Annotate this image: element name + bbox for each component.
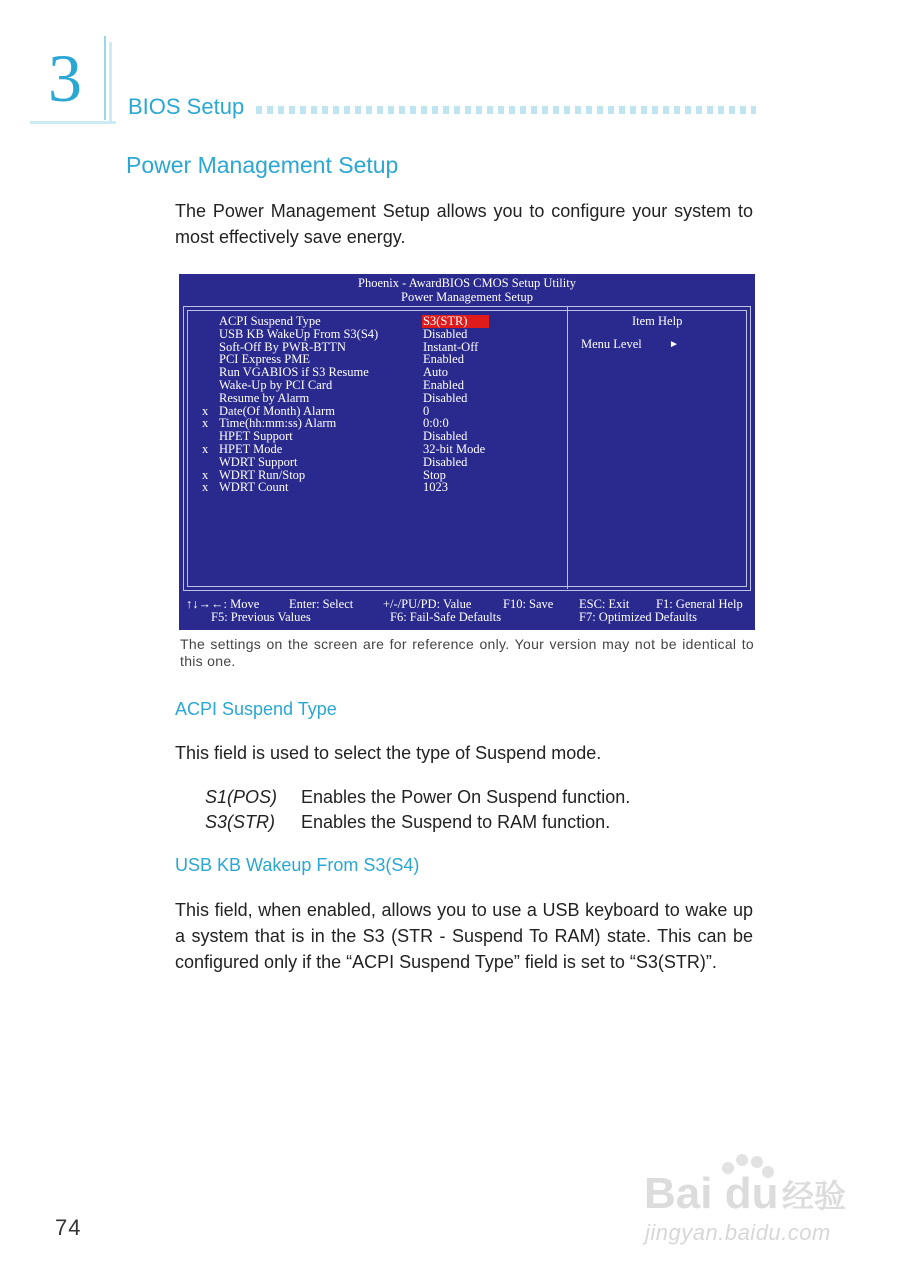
section-title: Power Management Setup [126,152,399,178]
setting-label: Wake-Up by PCI Card [219,377,333,392]
figure-caption: The settings on the screen are for reference only. Your version may not be identical to this one. [180,636,754,669]
option-description: Enables the Power On Suspend function. [301,787,631,807]
chapter-title: BIOS Setup [128,94,245,119]
watermark-url: jingyan.baidu.com [645,1220,831,1245]
intro-paragraph: The Power Management Setup allows you to configure your system to most effectively save energy. [175,201,753,247]
setting-label: PCI Express PME [219,352,310,367]
chapter-number: 3 [48,40,82,116]
key-value: +/-/PU/PD: Value [383,597,472,611]
usb-paragraph: This field, when enabled, allows you to use a USB keyboard to wake up a system that is in the S3 (STR - Suspend To RAM) state. This can be configured only if the “ACPI Suspend Type” field is set to “S3(STR)”. [175,900,753,972]
setting-value[interactable]: Disabled [423,326,468,341]
setting-label: ACPI Suspend Type [219,314,321,328]
setting-label: HPET Support [219,429,293,444]
bios-row-resume-by-alarm[interactable] [199,392,559,405]
setting-value[interactable]: Disabled [423,429,468,444]
disabled-marker: x [202,467,209,482]
bios-screen [179,274,755,630]
bios-header [179,276,755,304]
setting-label: USB KB WakeUp From S3(S4) [219,326,379,341]
menu-level-label: Menu Level [581,337,642,351]
setting-value: 32-bit Mode [423,441,486,456]
option-description: Enables the Suspend to RAM function. [301,812,611,832]
acpi-heading: ACPI Suspend Type [175,699,337,719]
setting-label: WDRT Run/Stop [219,467,306,482]
setting-value[interactable]: Disabled [423,454,468,469]
key-exit: ESC: Exit [579,597,630,611]
setting-value: 1023 [423,480,448,495]
setting-label: Time(hh:mm:ss) Alarm [219,416,337,431]
bios-row-usb-kb-wakeup[interactable] [199,328,559,341]
key-optimized: F7: Optimized Defaults [579,610,698,624]
setting-label: HPET Mode [219,441,283,456]
setting-value[interactable]: Enabled [423,377,464,392]
dotted-rule [256,106,756,114]
key-help: F1: General Help [656,597,743,611]
item-help-title: Item Help [632,314,683,328]
option-name: S3(STR) [205,812,276,832]
bios-row-wdrt-support[interactable] [199,456,559,469]
setting-label: Date(Of Month) Alarm [219,403,335,418]
disabled-marker: x [202,441,209,456]
acpi-paragraph: This field is used to select the type of Suspend mode. [175,743,602,763]
setting-value: Stop [423,467,446,482]
bios-row-acpi-suspend-type[interactable] [199,315,559,328]
bios-row-hpet-mode [199,443,559,456]
disabled-marker: x [202,480,209,495]
bios-divider [567,306,568,589]
watermark-chinese: 经验 [782,1178,847,1214]
bios-row-wdrt-count [199,481,559,494]
option-name: S1(POS) [205,787,278,807]
watermark-logo: Bai du [644,1169,779,1218]
key-enter: Enter: Select [289,597,354,611]
setting-value-selected[interactable]: S3(STR) [422,315,489,328]
key-failsafe: F6: Fail-Safe Defaults [390,610,502,624]
setting-value[interactable]: Instant-Off [423,339,479,354]
key-previous: F5: Previous Values [211,610,311,624]
key-save: F10: Save [503,597,554,611]
setting-value[interactable]: Auto [423,365,448,380]
setting-label: WDRT Support [219,454,298,469]
setting-value[interactable]: Disabled [423,390,468,405]
page-number: 74 [55,1215,82,1240]
disabled-marker: x [202,416,209,431]
setting-label: WDRT Count [219,480,289,495]
menu-level-arrow-icon: ► [669,339,679,350]
bios-settings-list [199,315,559,494]
bios-subtitle: Power Management Setup [401,290,533,304]
setting-label: Resume by Alarm [219,390,310,405]
setting-value[interactable]: Enabled [423,352,464,367]
bios-title: Phoenix - AwardBIOS CMOS Setup Utility [358,276,576,290]
key-move: ↑↓→←: Move [186,597,260,611]
usb-heading: USB KB Wakeup From S3(S4) [175,855,420,875]
bios-row-wake-up-pci[interactable] [199,379,559,392]
disabled-marker: x [202,403,209,418]
setting-label: Run VGABIOS if S3 Resume [219,365,369,380]
setting-value: 0:0:0 [423,416,449,431]
setting-label: Soft-Off By PWR-BTTN [219,339,346,354]
setting-value: 0 [423,403,430,418]
